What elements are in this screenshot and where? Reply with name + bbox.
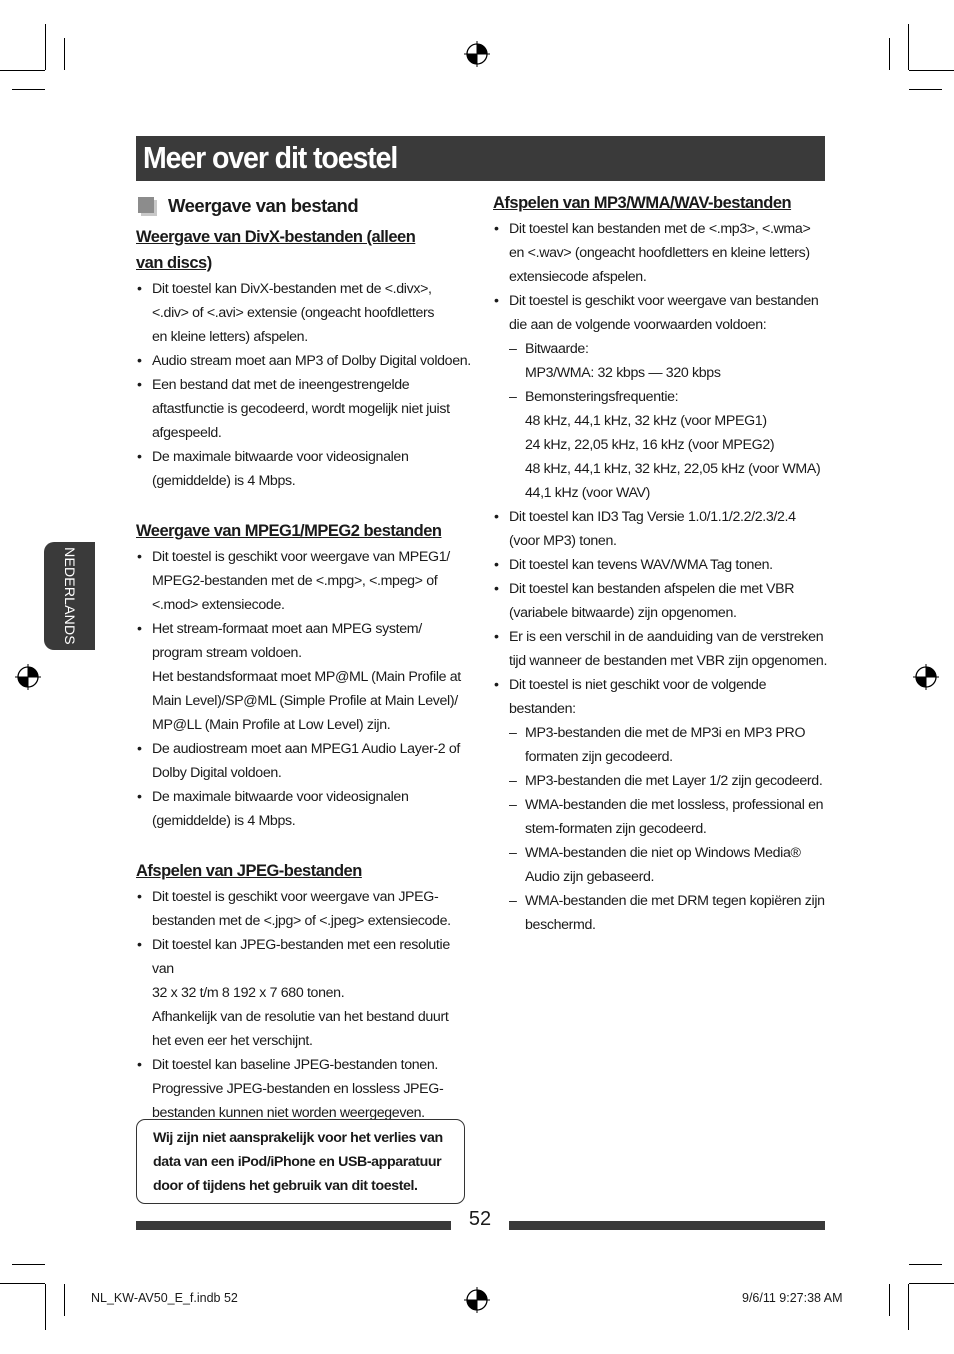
text-line: Dit toestel kan bestanden afspelen die met VBR — [509, 581, 795, 597]
text-line: MP3/WMA: 32 kbps — 320 kbps — [525, 365, 721, 381]
text-line: Wij zijn niet aansprakelijk voor het verlies van — [153, 1130, 443, 1146]
crop-mark — [909, 89, 942, 90]
bullet-mark: • — [494, 677, 499, 693]
text-line: formaten zijn gecodeerd. — [525, 749, 673, 765]
divx-list — [136, 277, 472, 493]
text-line: (gemiddelde) is 4 Mbps. — [152, 813, 296, 829]
registration-mark-icon — [464, 1287, 490, 1313]
list-item — [493, 505, 829, 553]
bullet-mark: • — [494, 293, 499, 309]
registration-mark-icon — [464, 41, 490, 67]
registration-mark-icon — [15, 664, 41, 690]
right-column — [493, 190, 829, 937]
text-line: Dit toestel is geschikt voor weergave van MPEG1/ — [152, 549, 450, 565]
text-line: De audiostream moet aan MPEG1 Audio Layer-2 of — [152, 741, 461, 757]
text-line: stem-formaten zijn gecodeerd. — [525, 821, 707, 837]
text-line: bestanden met de <.jpg> of <.jpeg> extensiecode. — [152, 913, 451, 929]
list-item — [493, 577, 829, 625]
language-tab-label: NEDERLANDS — [61, 547, 78, 645]
text-line: aftastfunctie is gecodeerd, wordt mogelijk niet juist — [152, 401, 450, 417]
crop-mark — [908, 24, 909, 70]
text-line: Het bestandsformaat moet MP@ML (Main Profile at — [152, 669, 461, 685]
list-item — [493, 289, 829, 505]
list-item — [493, 217, 829, 289]
language-tab — [44, 542, 95, 650]
crop-mark — [64, 38, 65, 70]
disclaimer-box — [136, 1119, 465, 1204]
bullet-mark: • — [494, 581, 499, 597]
text-line: 48 kHz, 44,1 kHz, 32 kHz (voor MPEG1) — [525, 413, 767, 429]
text-line: 48 kHz, 44,1 kHz, 32 kHz, 22,05 kHz (voor WMA) — [525, 461, 821, 477]
bullet-mark: • — [137, 1057, 142, 1073]
list-item — [493, 673, 829, 937]
text-line: MPEG2-bestanden met de <.mpg>, <.mpeg> of — [152, 573, 438, 589]
text-line: beschermd. — [525, 917, 596, 933]
text-line: Een bestand dat met de ineengestrengelde — [152, 377, 410, 393]
text-line: Dit toestel kan DivX-bestanden met de <.divx>, — [152, 281, 432, 297]
sub-list-item — [509, 769, 829, 793]
text-line: 24 kHz, 22,05 kHz, 16 kHz (voor MPEG2) — [525, 437, 775, 453]
crop-mark — [908, 1284, 909, 1330]
bullet-mark: • — [494, 221, 499, 237]
bullet-mark: • — [137, 889, 142, 905]
bullet-mark: • — [137, 353, 142, 369]
title-bar — [136, 136, 825, 181]
text-line: MP@LL (Main Profile at Low Level) zijn. — [152, 717, 391, 733]
bullet-mark: • — [137, 937, 142, 953]
list-item — [136, 373, 472, 445]
text-line: Dolby Digital voldoen. — [152, 765, 282, 781]
list-item — [136, 885, 472, 933]
text-line: WMA-bestanden die niet op Windows Media® — [525, 845, 801, 861]
mpeg-list — [136, 545, 472, 833]
registration-mark-icon — [913, 664, 939, 690]
section-heading: Weergave van bestand — [136, 192, 472, 220]
left-column — [136, 192, 472, 1125]
text-line: <.mod> extensiecode. — [152, 597, 285, 613]
page-title: Meer over dit toestel — [143, 140, 398, 175]
text-line: extensiecode afspelen. — [509, 269, 647, 285]
text-line: door of tijdens het gebruik van dit toestel. — [153, 1178, 418, 1194]
text-line: Audio zijn gebaseerd. — [525, 869, 655, 885]
crop-mark — [909, 70, 954, 71]
text-line: en <.wav> (ongeacht hoofdletters en kleine letters) — [509, 245, 810, 261]
list-item — [136, 737, 472, 785]
text-line: die aan de volgende voorwaarden voldoen: — [509, 317, 767, 333]
text-line: Dit toestel is geschikt voor weergave van JPEG- — [152, 889, 439, 905]
sub-list-item — [509, 793, 829, 841]
sub-list-item — [509, 841, 829, 889]
text-line: WMA-bestanden die met lossless, professional en — [525, 797, 824, 813]
list-item — [136, 933, 472, 1053]
text-line: en kleine letters) afspelen. — [152, 329, 308, 345]
bullet-mark: – — [509, 797, 517, 813]
square-bullet-icon — [138, 197, 154, 213]
list-item — [136, 545, 472, 617]
text-line: bestanden: — [509, 701, 576, 717]
bullet-mark: • — [494, 629, 499, 645]
bullet-mark: – — [509, 389, 517, 405]
bullet-mark: – — [509, 341, 517, 357]
bullet-mark: – — [509, 845, 517, 861]
text-line: Weergave van DivX-bestanden (alleen — [136, 228, 416, 246]
bullet-mark: • — [494, 557, 499, 573]
list-item — [136, 445, 472, 493]
bullet-mark: – — [509, 725, 517, 741]
text-line: Bitwaarde: — [525, 341, 589, 357]
text-line: Het stream-formaat moet aan MPEG system/ — [152, 621, 422, 637]
text-line: data van een iPod/iPhone en USB-apparatuur — [153, 1154, 442, 1170]
text-line: Afhankelijk van de resolutie van het bestand duurt — [152, 1009, 449, 1025]
list-item — [136, 1053, 472, 1125]
text-line: Er is een verschil in de aanduiding van de verstreken — [509, 629, 824, 645]
sub-list-item — [509, 889, 829, 937]
sub-list-item — [509, 721, 829, 769]
text-line: Bemonsteringsfrequentie: — [525, 389, 679, 405]
bullet-mark: • — [137, 789, 142, 805]
bullet-mark: • — [494, 509, 499, 525]
text-line: Dit toestel kan tevens WAV/WMA Tag tonen. — [509, 557, 773, 573]
bullet-mark: • — [137, 281, 142, 297]
bullet-mark: – — [509, 773, 517, 789]
footer-bar-left — [136, 1221, 451, 1230]
text-line: Dit toestel kan ID3 Tag Versie 1.0/1.1/2.2/2.3/2.4 — [509, 509, 796, 525]
jpeg-heading: Afspelen van JPEG-bestanden — [136, 862, 362, 880]
crop-mark — [12, 1264, 45, 1265]
sub-list-item — [509, 337, 829, 385]
list-item — [136, 349, 472, 373]
crop-mark — [45, 1284, 46, 1330]
mp3-heading: Afspelen van MP3/WMA/WAV-bestanden — [493, 194, 792, 212]
bullet-mark: • — [137, 377, 142, 393]
text-line: bestanden kunnen niet worden weergegeven. — [152, 1105, 425, 1121]
footer-bar-right — [509, 1221, 825, 1230]
text-line: Main Level)/SP@ML (Simple Profile at Main Level)/ — [152, 693, 458, 709]
crop-mark — [64, 1284, 65, 1316]
crop-mark — [12, 89, 45, 90]
mp3-list — [493, 217, 829, 937]
text-line: van discs) — [136, 254, 212, 272]
list-item — [493, 625, 829, 673]
bullet-mark: • — [137, 741, 142, 757]
text-line: Dit toestel kan bestanden met de <.mp3>, <.wma> — [509, 221, 811, 237]
text-line: tijd wanneer de bestanden met VBR zijn opgenomen. — [509, 653, 828, 669]
text-line: MP3-bestanden die met Layer 1/2 zijn gecodeerd. — [525, 773, 823, 789]
text-line: <.div> of <.avi> extensie (ongeacht hoofdletters — [152, 305, 435, 321]
text-line: Progressive JPEG-bestanden en lossless JPEG- — [152, 1081, 444, 1097]
crop-mark — [909, 1283, 954, 1284]
text-line: Audio stream moet aan MP3 of Dolby Digital voldoen. — [152, 353, 471, 369]
text-line: 44,1 kHz (voor WAV) — [525, 485, 651, 501]
crop-mark — [45, 24, 46, 70]
divx-heading — [136, 224, 472, 276]
crop-mark — [0, 1283, 45, 1284]
text-line: afgespeeld. — [152, 425, 222, 441]
text-line: Dit toestel kan baseline JPEG-bestanden tonen. — [152, 1057, 438, 1073]
crop-mark — [889, 1284, 890, 1316]
text-line: WMA-bestanden die met DRM tegen kopiëren zijn — [525, 893, 825, 909]
text-line: (gemiddelde) is 4 Mbps. — [152, 473, 296, 489]
text-line: Dit toestel is geschikt voor weergave van bestanden — [509, 293, 819, 309]
text-line: De maximale bitwaarde voor videosignalen — [152, 449, 409, 465]
text-line: De maximale bitwaarde voor videosignalen — [152, 789, 409, 805]
list-item — [136, 617, 472, 737]
list-item — [493, 553, 829, 577]
text-line: MP3-bestanden die met de MP3i en MP3 PRO — [525, 725, 806, 741]
text-line: Dit toestel kan JPEG-bestanden met een resolutie van — [152, 937, 450, 977]
text-line: het even eer het verschijnt. — [152, 1033, 313, 1049]
footer-timestamp: 9/6/11 9:27:38 AM — [742, 1291, 843, 1305]
page-number: 52 — [468, 1208, 492, 1230]
crop-mark — [889, 38, 890, 70]
list-item — [136, 277, 472, 349]
bullet-mark: • — [137, 549, 142, 565]
bullet-mark: • — [137, 449, 142, 465]
crop-mark — [909, 1264, 942, 1265]
jpeg-list — [136, 885, 472, 1125]
text-line: 32 x 32 t/m 8 192 x 7 680 tonen. — [152, 985, 345, 1001]
text-line: (variabele bitwaarde) zijn opgenomen. — [509, 605, 737, 621]
text-line: Dit toestel is niet geschikt voor de volgende — [509, 677, 767, 693]
sub-list-item — [509, 385, 829, 505]
bullet-mark: • — [137, 621, 142, 637]
footer-filename: NL_KW-AV50_E_f.indb 52 — [91, 1291, 238, 1305]
list-item — [136, 785, 472, 833]
crop-mark — [0, 70, 45, 71]
bullet-mark: – — [509, 893, 517, 909]
mpeg-heading: Weergave van MPEG1/MPEG2 bestanden — [136, 522, 442, 540]
text-line: program stream voldoen. — [152, 645, 302, 661]
text-line: (voor MP3) tonen. — [509, 533, 617, 549]
